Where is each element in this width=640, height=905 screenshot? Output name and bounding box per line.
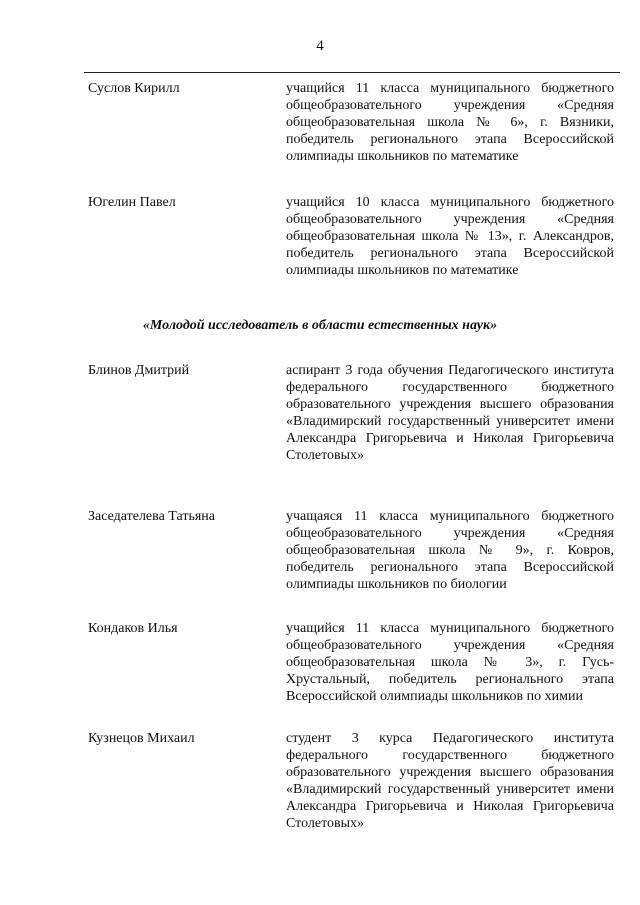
person-description: учащаяся 11 класса муниципального бюджетного общеобразовательного учреждения «Средняя общеобразовательная школа № 9», г. Ковров, победитель регионального этапа Всероссийской олимпиады школьников по биологии: [286, 509, 614, 592]
person-description: аспирант 3 года обучения Педагогического института федерального государственного бюджетного образовательного учреждения высшего образования «Владимирский государственный университет имени Александра Григорьевича и Николая Григорьевича Столетовых»: [286, 363, 614, 463]
person-description: студент 3 курса Педагогического института федерального государственного бюджетного образовательного учреждения высшего образования «Владимирский государственный университет имени Александра Григорьевича и Николая Григорьевича Столетовых»: [286, 731, 614, 831]
person-name: Югелин Павел: [88, 195, 176, 210]
person-description: учащийся 11 класса муниципального бюджетного общеобразовательного учреждения «Средняя общеобразовательная школа № 6», г. Вязники, победитель регионального этапа Всероссийской олимпиады школьников по математике: [286, 81, 614, 164]
person-name: Заседателева Татьяна: [88, 509, 215, 524]
person-name: Кузнецов Михаил: [88, 731, 195, 746]
page-number: 4: [316, 38, 324, 54]
person-name: Блинов Дмитрий: [88, 363, 190, 378]
person-name: Кондаков Илья: [88, 621, 178, 636]
section-title: «Молодой исследователь в области естественных наук»: [142, 318, 498, 333]
person-name: Суслов Кирилл: [88, 81, 180, 96]
person-description: учащийся 10 класса муниципального бюджетного общеобразовательного учреждения «Средняя общеобразовательная школа № 13», г. Александров, победитель регионального этапа Всероссийской олимпиады школьников по математике: [286, 195, 614, 278]
person-description: учащийся 11 класса муниципального бюджетного общеобразовательного учреждения «Средняя общеобразовательная школа № 3», г. Гусь-Хрустальный, победитель регионального этапа Всероссийской олимпиады школьников по химии: [286, 621, 614, 704]
table-top-rule: [84, 72, 620, 73]
